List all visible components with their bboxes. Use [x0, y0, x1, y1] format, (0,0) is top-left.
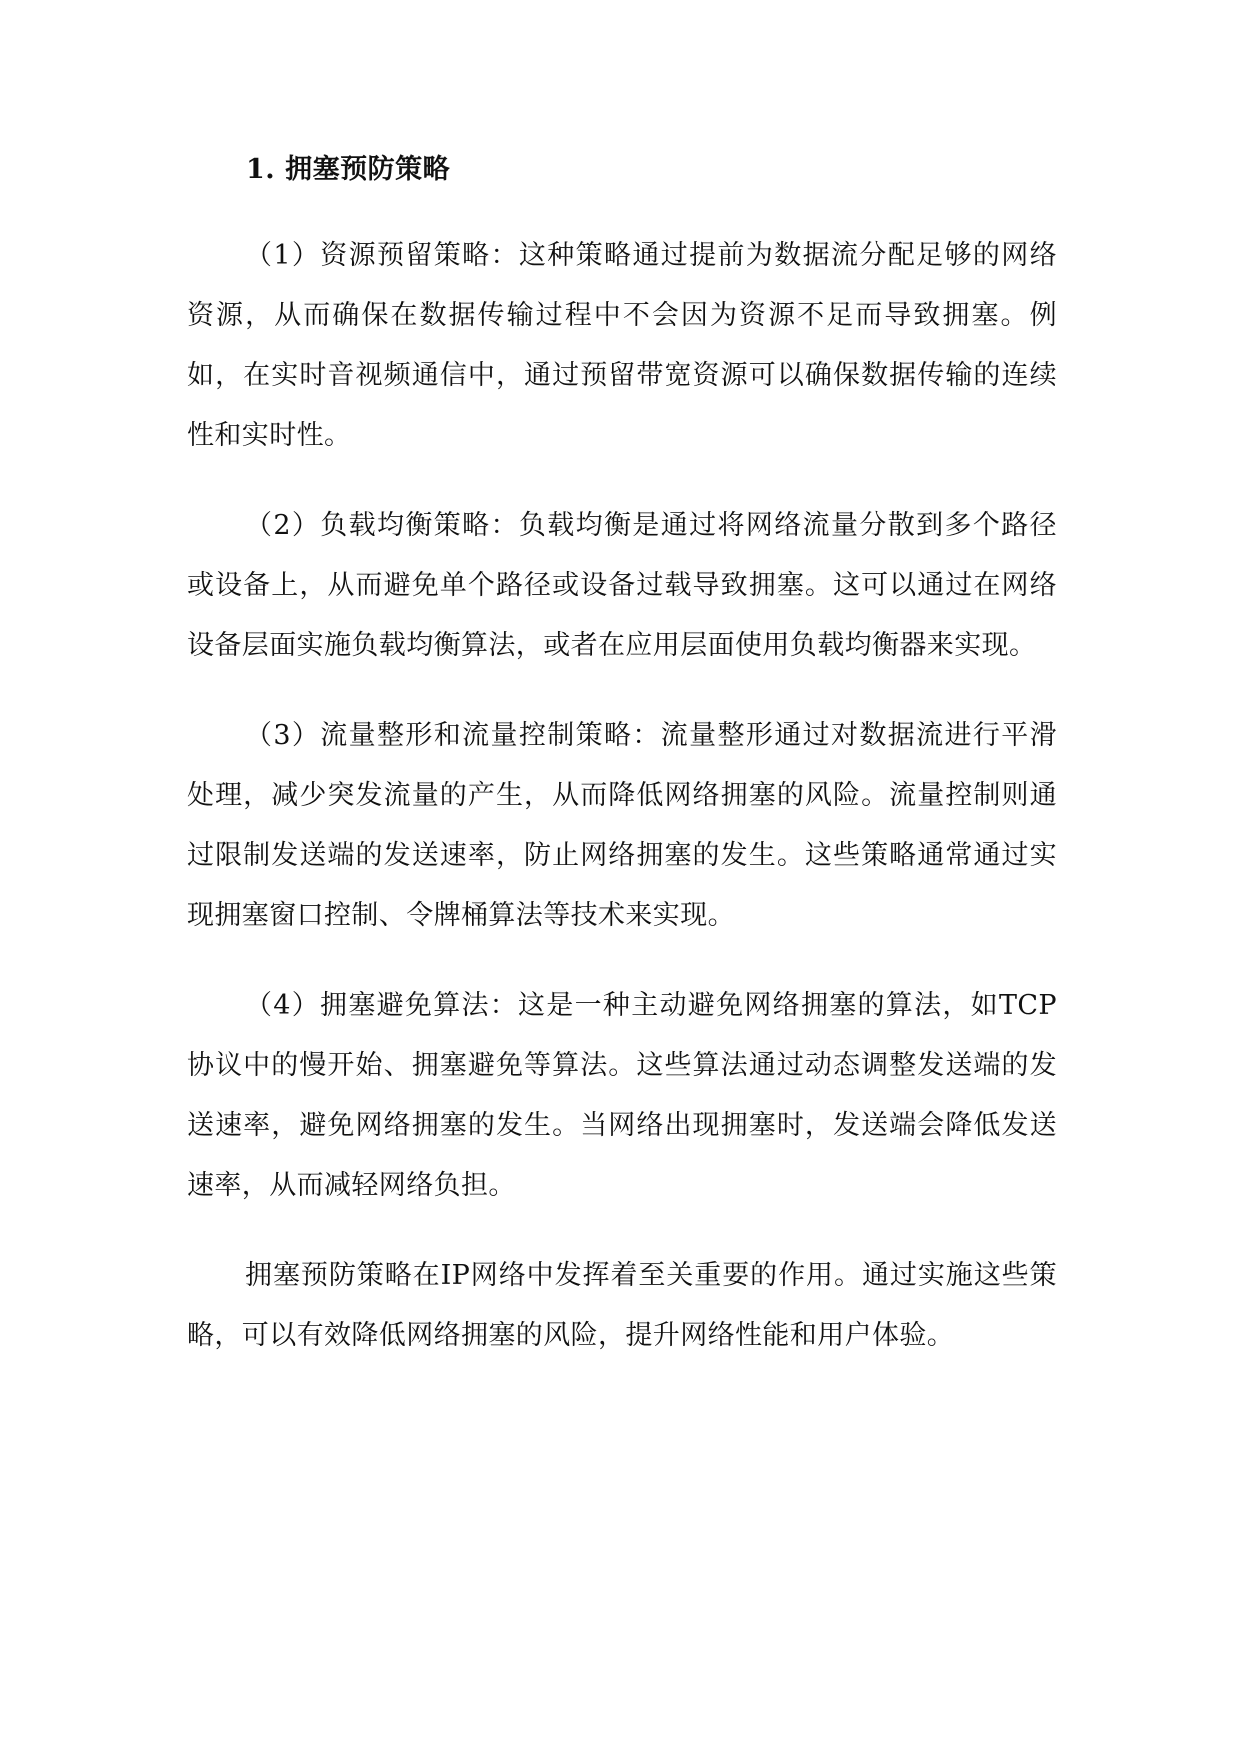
section-heading: 1. 拥塞预防策略 — [246, 154, 451, 185]
paragraph-congestion-avoidance: （4）拥塞避免算法：这是一种主动避免网络拥塞的算法，如TCP协议中的慢开始、拥塞避免等算法。这些算法通过动态调整发送端的发送速率，避免网络拥塞的发生。当网络出现拥塞时，发送端会降低发送速率，从而减轻网络负担。 — [187, 990, 1057, 1201]
paragraph-summary: 拥塞预防策略在IP网络中发挥着至关重要的作用。通过实施这些策略，可以有效降低网络拥塞的风险，提升网络性能和用户体验。 — [187, 1260, 1057, 1351]
document-body — [187, 140, 1057, 1396]
paragraph-traffic-shaping: （3）流量整形和流量控制策略：流量整形通过对数据流进行平滑处理，减少突发流量的产生，从而降低网络拥塞的风险。流量控制则通过限制发送端的发送速率，防止网络拥塞的发生。这些策略通常通过实现拥塞窗口控制、令牌桶算法等技术来实现。 — [187, 720, 1057, 931]
paragraph-load-balancing: （2）负载均衡策略：负载均衡是通过将网络流量分散到多个路径或设备上，从而避免单个路径或设备过载导致拥塞。这可以通过在网络设备层面实施负载均衡算法，或者在应用层面使用负载均衡器来实现。 — [187, 510, 1057, 661]
paragraph-resource-reservation: （1）资源预留策略：这种策略通过提前为数据流分配足够的网络资源，从而确保在数据传输过程中不会因为资源不足而导致拥塞。例如，在实时音视频通信中，通过预留带宽资源可以确保数据传输的连续性和实时性。 — [187, 240, 1057, 451]
